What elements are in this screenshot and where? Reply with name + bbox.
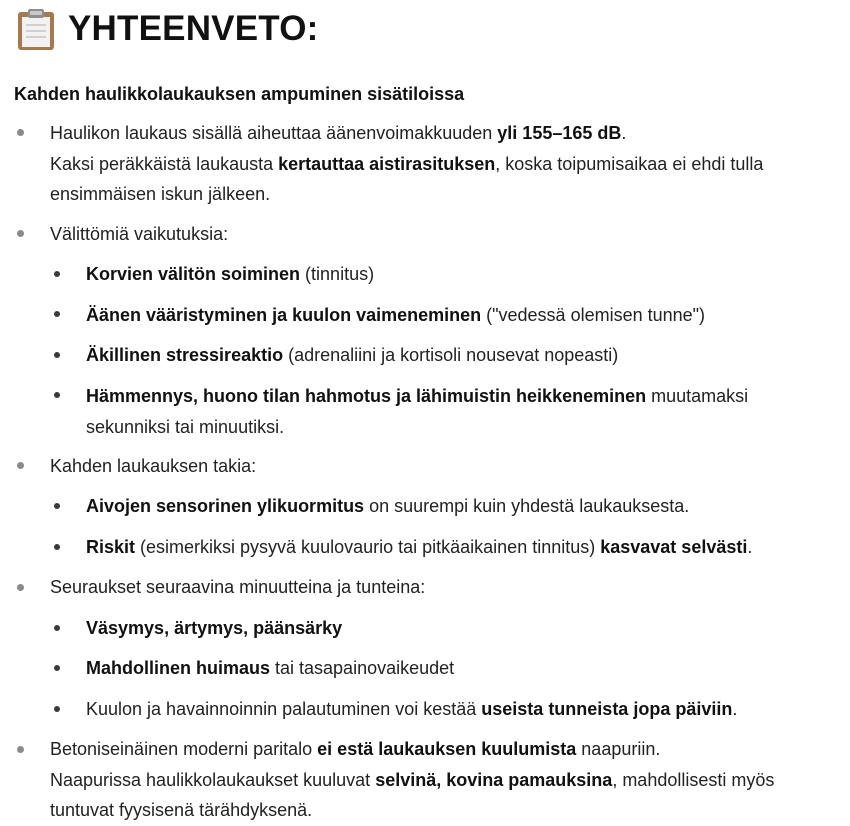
bullet-4-3-marker [54, 706, 60, 712]
bullet-5-line-1: Betoniseinäinen moderni paritalo ei estä laukauksen kuulumista naapuriin. [50, 739, 661, 759]
bullet-2-4-line-2: sekunniksi tai minuutiksi. [86, 417, 285, 437]
bullet-4-2-marker [54, 665, 60, 671]
bullet-1-line-1: Haulikon laukaus sisällä aiheuttaa äänenvoimakkuuden yli 155–165 dB. [50, 123, 627, 143]
bullet-4-2: Mahdollinen huimaus tai tasapainovaikeudet [86, 658, 455, 678]
bullet-5-marker [17, 746, 24, 753]
clipboard-icon [16, 7, 56, 51]
bullet-3-2-marker [54, 544, 60, 550]
bullet-1-line-2: Kaksi peräkkäistä laukausta kertauttaa aistirasituksen, koska toipumisaikaa ei ehdi tulla [50, 154, 764, 174]
bullet-2-3-marker [54, 352, 60, 358]
page-title: YHTEENVETO: [68, 9, 319, 48]
bullet-2-3: Äkillinen stressireaktio (adrenaliini ja kortisoli nousevat nopeasti) [86, 345, 619, 365]
bullet-1-line-3: ensimmäisen iskun jälkeen. [50, 184, 271, 204]
bullet-2-1: Korvien välitön soiminen (tinnitus) [86, 264, 375, 284]
bullet-2-2-marker [54, 311, 60, 317]
bullet-3-1-marker [54, 503, 60, 509]
section-heading: Kahden haulikkolaukauksen ampuminen sisätiloissa [14, 84, 465, 104]
bullet-3-marker [17, 462, 24, 469]
bullet-2-1-marker [54, 271, 60, 277]
bullet-3-label: Kahden laukauksen takia: [50, 456, 257, 476]
bullet-5-line-3: tuntuvat fyysisenä tärähdyksenä. [50, 800, 313, 820]
bullet-5-line-2: Naapurissa haulikkolaukaukset kuuluvat selvinä, kovina pamauksina, mahdollisesti myös [50, 770, 775, 790]
header [16, 6, 318, 52]
bullet-4-1-marker [54, 625, 60, 631]
bullet-3-1: Aivojen sensorinen ylikuormitus on suurempi kuin yhdestä laukauksesta. [86, 496, 690, 516]
bullet-2-2: Äänen vääristyminen ja kuulon vaimeneminen ("vedessä olemisen tunne") [86, 305, 706, 325]
bullet-4-1: Väsymys, ärtymys, päänsärky [86, 618, 343, 638]
bullet-3-2: Riskit (esimerkiksi pysyvä kuulovaurio tai pitkäaikainen tinnitus) kasvavat selvästi. [86, 537, 753, 557]
bullet-2-4-marker [54, 392, 60, 398]
bullet-2-label: Välittömiä vaikutuksia: [50, 224, 229, 244]
bullet-2-4-line-1: Hämmennys, huono tilan hahmotus ja lähimuistin heikkeneminen muutamaksi [86, 386, 749, 406]
bullet-2-marker [17, 230, 24, 237]
bullet-1-marker [17, 129, 24, 136]
bullet-4-marker [17, 584, 24, 591]
bullet-4-label: Seuraukset seuraavina minuutteina ja tunteina: [50, 577, 426, 597]
bullet-4-3: Kuulon ja havainnoinnin palautuminen voi kestää useista tunneista jopa päiviin. [86, 699, 738, 719]
